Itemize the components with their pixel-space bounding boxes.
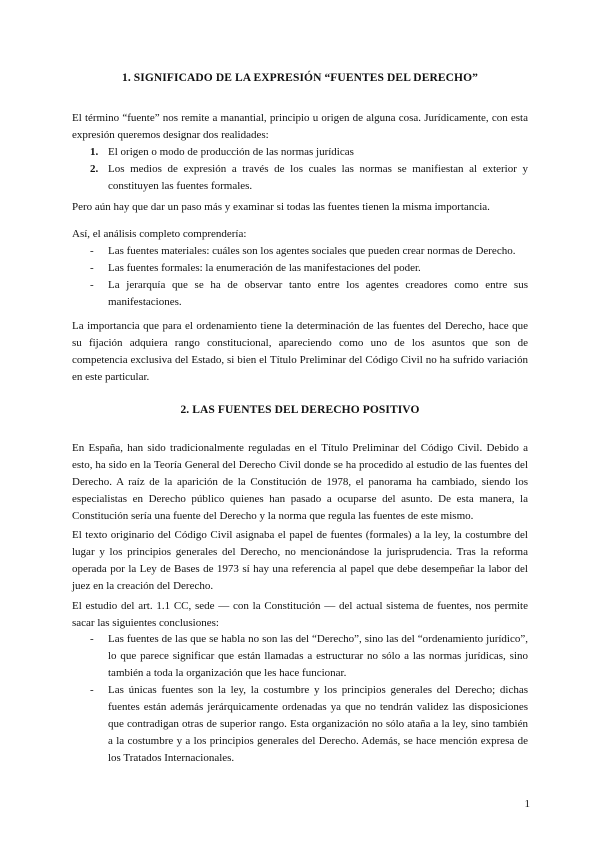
list-item — [72, 631, 528, 682]
list-marker: - — [90, 262, 94, 274]
list-item-text: Las fuentes de las que se habla no son las del “Derecho”, sino las del “ordenamiento jurídico”, lo que parece significar que están llamadas a estructurar no sólo a las normas jurídicas, sino también a toda la organización que les hace funcionar. — [108, 633, 528, 679]
list-item — [72, 243, 528, 260]
section-1-paragraph-4: La importancia que para el ordenamiento tiene la determinación de las fuentes del Derecho, hace que su fijación adquiera rango constitucional, apareciendo como uno de los asuntos que son de competencia exclusiva del Estado, si bien el Título Preliminar del Código Civil no ha sufrido variación en este particular. — [72, 320, 528, 383]
list-item — [72, 260, 528, 277]
list-item-text: Las fuentes formales: la enumeración de las manifestaciones del poder. — [108, 262, 421, 274]
list-marker: - — [90, 633, 94, 645]
page-number: 1 — [524, 798, 530, 810]
list-item — [72, 144, 528, 161]
list-item-text: Las fuentes materiales: cuáles son los agentes sociales que pueden crear normas de Derecho. — [108, 245, 516, 257]
list-item-text: La jerarquía que se ha de observar tanto entre los agentes creadores como entre sus manifestaciones. — [108, 279, 528, 308]
list-marker: - — [90, 279, 94, 291]
section-2-dash-list — [72, 631, 528, 767]
list-item — [72, 277, 528, 311]
section-1-paragraph-3: Así, el análisis completo comprendería: — [72, 228, 247, 240]
section-1-numbered-list — [72, 144, 528, 195]
list-marker: 1. — [90, 146, 99, 158]
list-marker: - — [90, 684, 94, 696]
section-1-intro: El término “fuente” nos remite a manantial, principio u origen de alguna cosa. Jurídicamente, con esta expresión queremos designar dos realidades: — [72, 112, 528, 141]
section-1-heading: 1. SIGNIFICADO DE LA EXPRESIÓN “FUENTES DEL DERECHO” — [121, 72, 479, 84]
section-2-paragraph-3: El estudio del art. 1.1 CC, sede — con la Constitución — del actual sistema de fuentes, nos permite sacar las siguientes conclusiones: — [72, 600, 528, 629]
list-item-text: Los medios de expresión a través de los cuales las normas se manifiestan al exterior y constituyen las fuentes formales. — [108, 163, 528, 192]
list-item — [72, 682, 528, 767]
list-marker: - — [90, 245, 94, 257]
section-2-paragraph-1: En España, han sido tradicionalmente reguladas en el Título Preliminar del Código Civil. Debido a esto, ha sido en la Teoría General del Derecho Civil donde se ha procedido al estudio de las fuentes del Derecho. A raíz de la aparición de la Constitución de 1978, el panorama ha cambiado, siendo los especialistas en Derecho público quienes han pasado a ocuparse del asunto. De esta manera, la Constitución sería una fuente del Derecho y la norma que regula las fuentes de este mismo. — [72, 442, 528, 522]
list-marker: 2. — [90, 163, 99, 175]
list-item-text: El origen o modo de producción de las normas jurídicas — [108, 146, 354, 158]
section-2-heading: 2. LAS FUENTES DEL DERECHO POSITIVO — [180, 404, 420, 416]
list-item — [72, 161, 528, 195]
section-1-paragraph-2: Pero aún hay que dar un paso más y examinar si todas las fuentes tienen la misma importancia. — [72, 201, 490, 213]
list-item-text: Las únicas fuentes son la ley, la costumbre y los principios generales del Derecho; dichas fuentes están además jerárquicamente ordenadas ya que no tendrán validez las disposiciones que contradigan otras de superior rango. Esta organización no sólo ataña a la ley, sino también a la costumbre y a los principios generales del Derecho. Además, se hace mención expresa de los Tratados Internacionales. — [108, 684, 528, 764]
section-2-paragraph-2: El texto originario del Código Civil asignaba el papel de fuentes (formales) a la ley, la costumbre del lugar y los principios generales del Derecho, no mencionándose la jurisprudencia. Tras la reforma operada por la Ley de Bases de 1973 sí hay una referencia al papel que debe desempeñar la labor del juez en la creación del Derecho. — [72, 529, 528, 592]
section-1-dash-list — [72, 243, 528, 311]
